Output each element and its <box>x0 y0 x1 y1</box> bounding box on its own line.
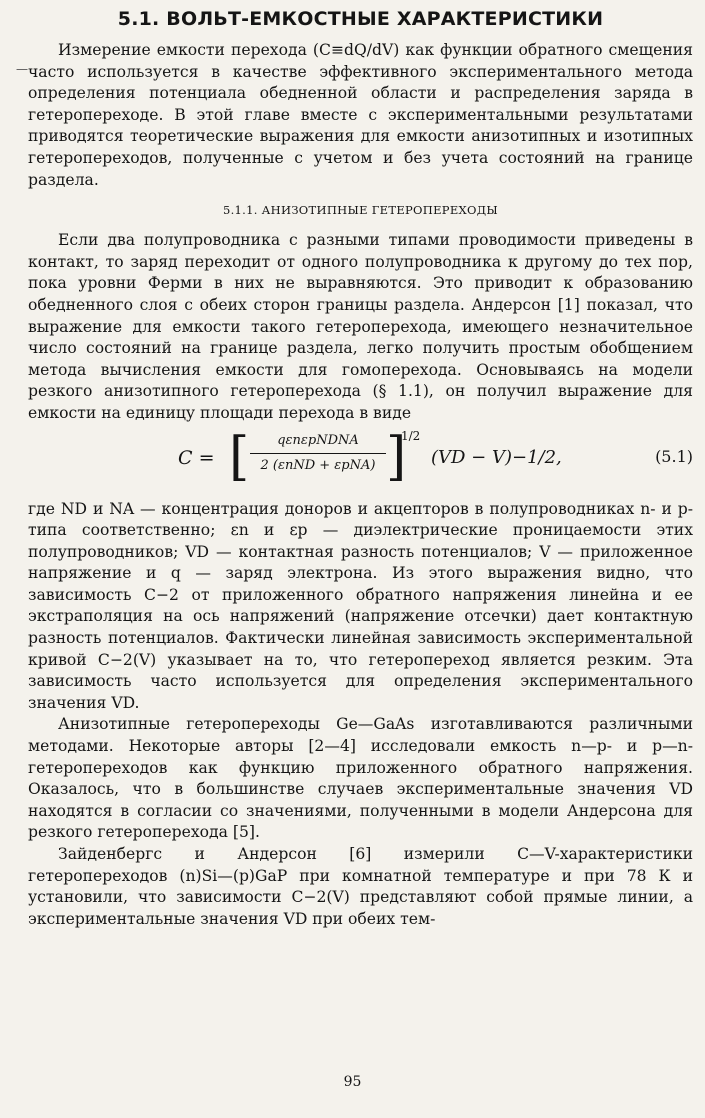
formula-right-bracket: ] <box>386 426 407 487</box>
chapter-title: 5.1. ВОЛЬТ-ЕМКОСТНЫЕ ХАРАКТЕРИСТИКИ <box>117 8 604 30</box>
paragraph-ge-gaas: Анизотипные гетеропереходы Ge—GaAs изготавливаются различными методами. Некоторые авторы [2—4] исследовали емкость n—p- и p—n-гетеропереходов как функцию приложенного обратного напряжения. Оказалось, что в большинстве случаев экспериментальные значения VD находятся в согласии со значениями, полученными в модели Андерсона для резкого гетероперехода [5]. <box>28 715 693 842</box>
formula-numerator: qεnεpNDNA <box>277 432 359 448</box>
formula-left-bracket: [ <box>229 426 250 487</box>
formula-lhs: C = <box>178 446 215 469</box>
paragraph-anderson: Если два полупроводника с разными типами проводимости приведены в контакт, то заряд переходит от одного полупроводника к другому до тех пор, пока уровни Ферми в них не выравняются. Это приводит к образованию обедненного слоя с обеих сторон границы раздела. Андерсон [1] показал, что выражение для емкости такого гетероперехода, имеющего незначительное число состояний на границе раздела, легко получить простым обобщением метода вычисления емкости для гомоперехода. Основываясь на модели резкого анизотипного гетероперехода (§ 1.1), он получил выражение для емкости на единицу площади перехода в виде <box>28 231 693 422</box>
formula-rhs: (VD − V)−1/2, <box>431 446 562 468</box>
document-page <box>28 8 693 930</box>
section-title: 5.1.1. АНИЗОТИПНЫЕ ГЕТЕРОПЕРЕХОДЫ <box>222 203 499 218</box>
intro-paragraph: Измерение емкости перехода (C≡dQ/dV) как функции обратного смещения часто используется в качестве эффективного экспериментального метода определения потенциала обедненной области и распределения заряда в гетеропереходе. В этой главе вместе с экспериментальными результатами приводятся теоретические выражения для емкости анизотипных и изотипных гетеропереходов, полученные с учетом и без учета состояний на границе раздела. <box>28 41 693 189</box>
margin-mark: — <box>16 62 28 76</box>
paragraph-definitions: где ND и NA — концентрация доноров и акцепторов в полупроводниках n- и p-типа соответственно; εn и εp — диэлектрические проницаемости этих полупроводников; VD — контактная разность потенциалов; V — приложенное напряжение и q — заряд электрона. Из этого выражения видно, что зависимость C−2 от приложенного обратного напряжения линейна и ее экстраполяция на ось напряжений (напряжение отсечки) дает контактную разность потенциалов. Фактически линейная зависимость экспериментальной кривой C−2(V) указывает на то, что гетеропереход является резким. Эта зависимость часто используется для определения экспериментального значения VD. <box>28 499 693 712</box>
page-number: 95 <box>343 1074 362 1090</box>
paragraph-si-gap: Зайденбергс и Андерсон [6] измерили C—V-характеристики гетеропереходов (n)Si—(p)GaP при комнатной температуре и при 78 К и установили, что зависимости C−2(V) представляют собой прямые линии, а экспериментальные значения VD при обеих тем- <box>28 845 693 928</box>
equation-number: (5.1) <box>655 446 693 466</box>
formula-fraction-bar <box>250 453 386 454</box>
formula-5-1 <box>28 426 693 493</box>
formula-exponent: 1/2 <box>401 428 421 443</box>
formula-denominator: 2 (εnND + εpNA) <box>260 457 376 473</box>
